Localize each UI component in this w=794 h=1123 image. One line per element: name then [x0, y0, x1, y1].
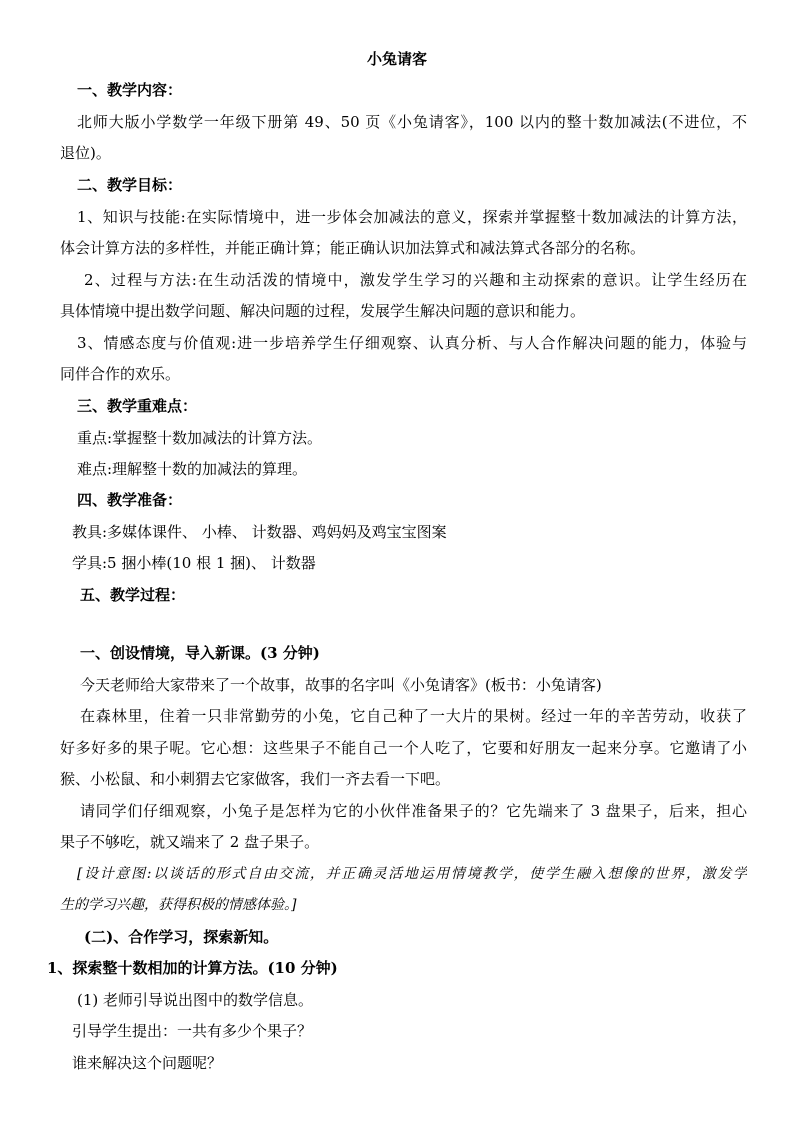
section-heading-focus: 三、教学重难点： — [77, 397, 198, 415]
paragraph-line: 教具:多媒体课件、 小棒、 计数器、鸡妈妈及鸡宝宝图案 — [72, 523, 447, 541]
paragraph-line: 重点:掌握整十数加减法的计算方法。 — [77, 429, 323, 447]
paragraph-line: (1) 老师引导说出图中的数学信息。 — [77, 991, 314, 1009]
section-heading-process: 五、教学过程： — [80, 586, 186, 604]
paragraph-line: 同伴合作的欢乐。 — [60, 365, 181, 383]
section-heading-preparation: 四、教学准备： — [77, 491, 183, 509]
design-intent-note: 生的学习兴趣，获得积极的情感体验。] — [60, 897, 297, 913]
paragraph-line: 今天老师给大家带来了一个故事，故事的名字叫《小兔请客》(板书：小兔请客) — [80, 676, 602, 694]
section-heading-content: 一、教学内容： — [77, 81, 183, 99]
subsection-heading: (二)、合作学习，探索新知。 — [84, 928, 279, 946]
design-intent-note: [设计意图:以谈话的形式自由交流，并正确灵活地运用情境教学，使学生融入想像的世界，激发学 — [77, 866, 747, 882]
paragraph-line: 猴、小松鼠、和小刺猬去它家做客，我们一齐去看一下吧。 — [60, 770, 451, 788]
subsection-heading: 1、探索整十数相加的计算方法。(10 分钟) — [47, 959, 338, 977]
paragraph-line: 1、知识与技能:在实际情境中，进一步体会加减法的意义，探索并掌握整十数加减法的计算方法， — [77, 208, 747, 226]
paragraph-line: 具体情境中提出数学问题、解决问题的过程，发展学生解决问题的意识和能力。 — [60, 302, 586, 320]
document-title: 小兔请客 — [366, 50, 427, 68]
paragraph-line: 请同学们仔细观察，小兔子是怎样为它的小伙伴准备果子的？它先端来了 3 盘果子，后来，担心 — [80, 802, 747, 820]
paragraph-line: 难点:理解整十数的加减法的算理。 — [77, 460, 308, 478]
paragraph-line: 2、过程与方法:在生动活泼的情境中，激发学生学习的兴趣和主动探索的意识。让学生经历在 — [84, 271, 747, 289]
paragraph-line: 学具:5 捆小棒(10 根 1 捆)、 计数器 — [72, 554, 316, 572]
section-heading-goals: 二、教学目标： — [77, 176, 183, 194]
paragraph-line: 引导学生提出：一共有多少个果子？ — [72, 1022, 313, 1040]
paragraph-line: 谁来解决这个问题呢？ — [72, 1054, 223, 1072]
paragraph-line: 好多好多的果子呢。它心想：这些果子不能自己一个人吃了，它要和好朋友一起来分享。它邀请了小 — [60, 739, 747, 757]
paragraph-line: 退位)。 — [60, 144, 111, 162]
paragraph-line: 北师大版小学数学一年级下册第 49、50 页《小兔请客》，100 以内的整十数加减法(不进位，不 — [77, 113, 747, 131]
paragraph-line: 果子不够吃，就又端来了 2 盘子果子。 — [60, 833, 320, 851]
paragraph-line: 体会计算方法的多样性，并能正确计算；能正确认识加法算式和减法算式各部分的名称。 — [60, 239, 646, 257]
paragraph-line: 在森林里，住着一只非常勤劳的小兔，它自己种了一大片的果树。经过一年的辛苦劳动，收获了 — [80, 707, 747, 725]
paragraph-line: 3、情感态度与价值观:进一步培养学生仔细观察、认真分析、与人合作解决问题的能力，体验与 — [77, 334, 747, 352]
subsection-heading: 一、创设情境，导入新课。(3 分钟) — [80, 644, 320, 662]
